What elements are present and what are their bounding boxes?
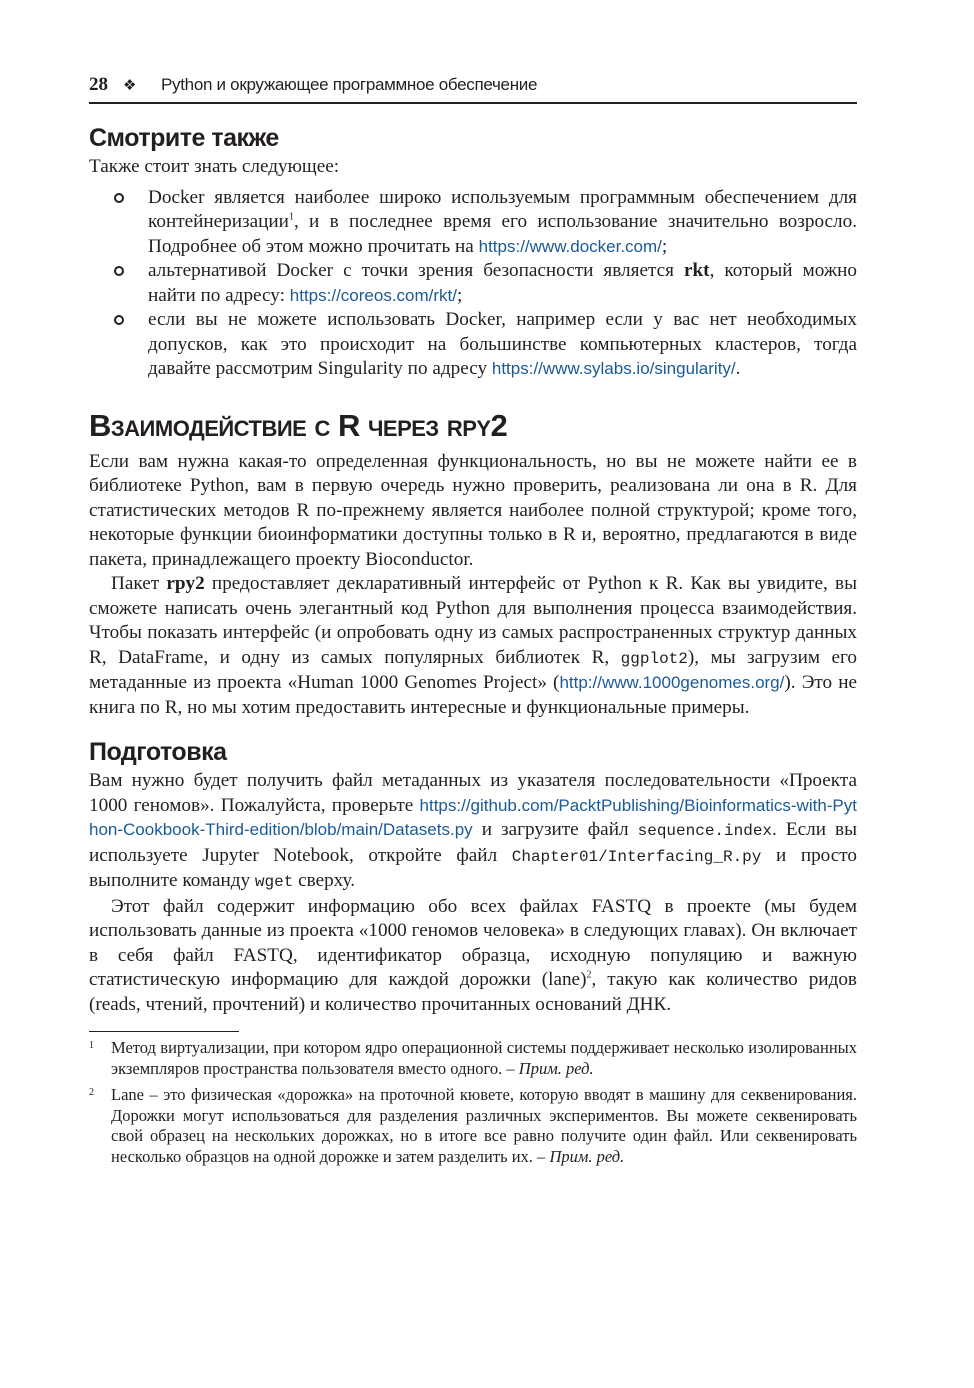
code-notebook-path: Chapter01/Interfacing_R.py xyxy=(511,847,762,866)
list-item: Docker является наиболее широко используемым программным обеспечением для контейнеризации$^1$, и в последнее время его использование значительно возросло. Подробнее об этом можно прочитать на https://www.docker.com/; xyxy=(89,186,857,260)
footnote-1: 1 Метод виртуализации, при котором ядро операционной системы поддерживает несколько изолированных экземпляров пространства пользователя вместо одного. – Прим. ред. xyxy=(89,1038,857,1078)
footnote-ref[interactable]: 2 xyxy=(586,969,592,981)
see-also-intro: Также стоит знать следующее: xyxy=(89,156,340,177)
list-item: если вы не можете использовать Docker, например если у вас нет необходимых допусков, как это происходит на большинстве компьютерных кластеров, тогда давайте рассмотрим Singularity по адресу https://www.sylabs.io/singularity/. xyxy=(89,308,857,382)
bullet-circle-icon xyxy=(114,193,124,203)
bullet-circle-icon xyxy=(114,266,124,276)
preparation-heading: Подготовка xyxy=(89,738,227,766)
1000genomes-link[interactable]: http://www.1000genomes.org/ xyxy=(559,673,785,692)
see-also-list xyxy=(89,186,857,382)
running-header xyxy=(89,74,857,104)
bullet-circle-icon xyxy=(114,315,124,325)
rpy2-paragraph-1: Если вам нужна какая-то определенная функциональность, но вы не можете найти ее в библиотеке Python, вам в первую очередь нужно проверить, реализована ли она в R. Для статистических методов R по-прежнему является наиболее полной структурой; кроме того, некоторые функции биоинформатики доступны только в R и, вероятно, предлагаются в виде пакета, принадлежащего проекту Bioconductor. xyxy=(89,450,857,570)
see-also-heading: Смотрите также xyxy=(89,124,279,152)
footnote-2: 2 Lane – это физическая «дорожка» на проточной кювете, которую вводят в машину для секвенирования. Дорожки могут использоваться для разделения различных экспериментов. Вы можете секвенировать свой образец на нескольких дорожках, но в итоге все равно получите один файл. Или секвенировать несколько образцов на одной дорожке и затем разделить их. – Прим. ред. xyxy=(89,1085,857,1166)
list-item: альтернативой Docker с точки зрения безопасности является rkt, который можно найти по адресу: https://coreos.com/rkt/; xyxy=(89,259,857,308)
footnote-mark: 2 xyxy=(89,1087,94,1098)
docker-link[interactable]: https://www.docker.com/ xyxy=(478,236,662,256)
rpy2-section-heading: Взаимодействие с R через rpy2 xyxy=(89,407,508,443)
footnote-mark: 1 xyxy=(89,1040,94,1051)
preparation-paragraph-1: Вам нужно будет получить файл метаданных из указателя последовательности «Проекта 1000 геномов». Пожалуйста, проверьте https://github.com/PacktPublishing/Bioinformatics-with-Python-Cookbook-Third-edition/blob/main/Datasets.py и загрузите файл sequence.index. Если вы используете Jupyter Notebook, откройте файл Chapter01/Interfacing_R.py и просто выполните команду wget сверху. xyxy=(89,770,857,891)
page-number: 28 xyxy=(89,74,108,95)
preparation-paragraph-2: Этот файл содержит информацию обо всех файлах FASTQ в проекте (мы будем использовать данные из проекта «1000 геномов человека» в следующих главах). Он включает в себя файл FASTQ, идентификатор образца, исходную популяцию и важную статистическую информацию для каждой дорожки (lane)$^2$, такую как количество ридов (reads, чтений, прочтений) и количество прочитанных оснований ДНК. xyxy=(89,895,857,1015)
rkt-link[interactable]: https://coreos.com/rkt/ xyxy=(289,285,457,305)
footnote-divider xyxy=(89,1031,239,1032)
code-ggplot2: ggplot2 xyxy=(620,649,688,668)
github-datasets-link[interactable]: https://github.com/PacktPublishing/Bioinformatics-with-Python-Cookbook-Third-edition/blob/main/Datasets.py xyxy=(89,795,857,839)
singularity-link[interactable]: https://www.sylabs.io/singularity/ xyxy=(491,359,736,378)
rpy2-paragraph-2: Пакет rpy2 предоставляет декларативный интерфейс от Python к R. Как вы увидите, вы сможете написать очень элегантный код Python для выполнения процесса взаимодействия. Чтобы показать интерфейс (и опробовать одну из самых распространенных структур данных R, DataFrame, и одну из самых популярных библиотек R, ggplot2), мы загрузим его метаданные из проекта «Human 1000 Genomes Project» (http://www.1000genomes.org/). Это не книга по R, но мы хотим предоставить интересные и функциональные примеры. xyxy=(89,573,857,718)
running-title: Python и окружающее программное обеспечение xyxy=(161,75,538,94)
code-wget: wget xyxy=(254,873,294,891)
ornament-icon: ❖ xyxy=(123,76,137,94)
footnote-ref[interactable]: 1 xyxy=(288,211,294,223)
book-page xyxy=(89,74,857,1167)
code-sequence-index: sequence.index xyxy=(637,822,773,840)
